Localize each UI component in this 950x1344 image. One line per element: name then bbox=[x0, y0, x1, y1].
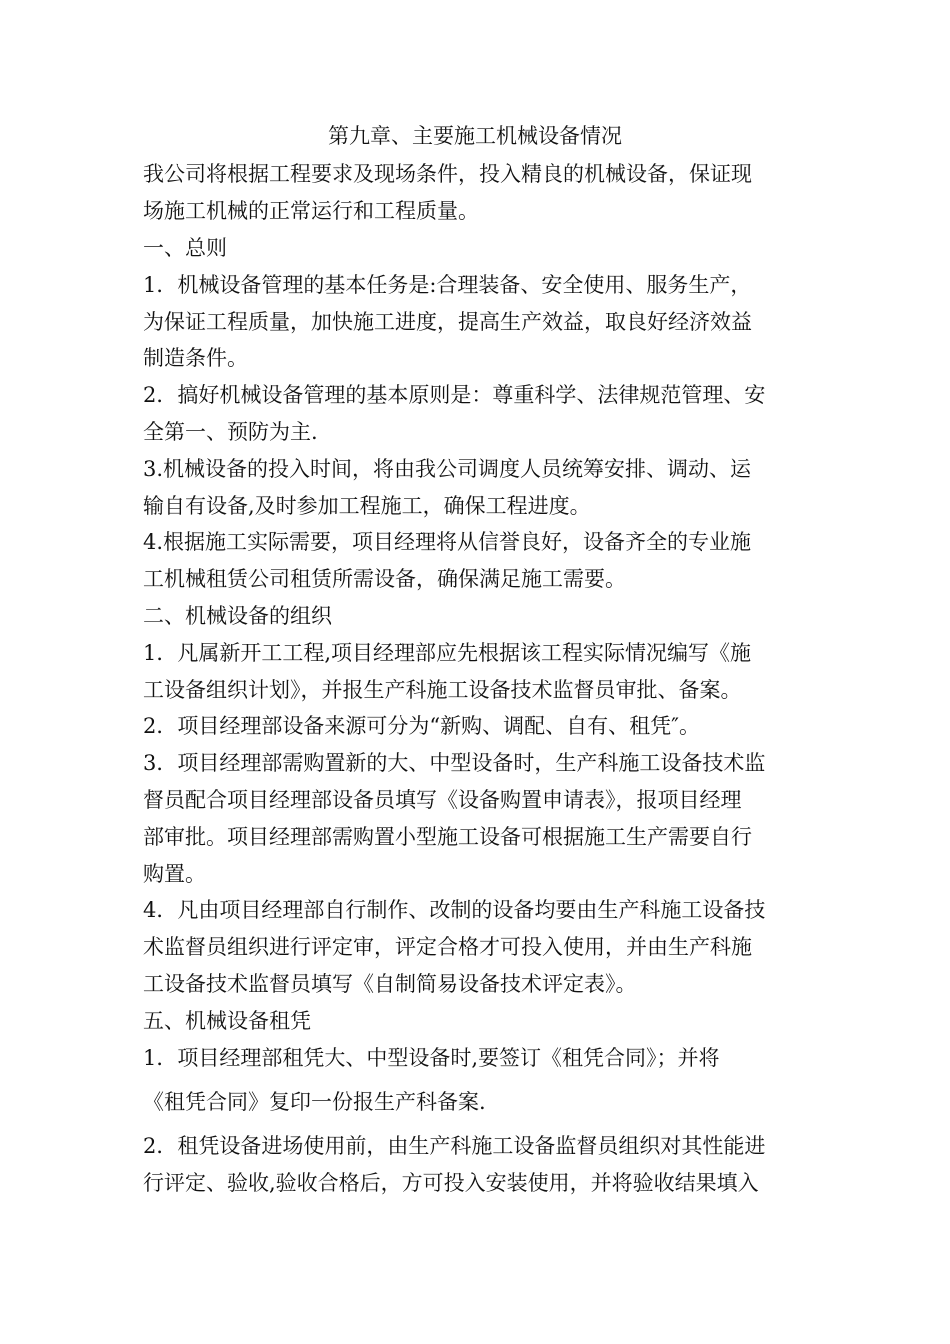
text-line: 为保证工程质量，加快施工进度，提高生产效益，取良好经济效益 bbox=[143, 310, 752, 334]
text-line: 3．项目经理部需购置新的大、中型设备时，生产科施工设备技术监 bbox=[143, 751, 766, 775]
text-line: 2．搞好机械设备管理的基本原则是：尊重科学、法律规范管理、安 bbox=[143, 383, 766, 407]
text-line: 工设备组织计划》，并报生产科施工设备技术监督员审批、备案。 bbox=[143, 678, 742, 702]
text-line: 4．凡由项目经理部自行制作、改制的设备均要由生产科施工设备技 bbox=[143, 898, 766, 922]
text-line: 《租凭合同》复印一份报生产科备案. bbox=[143, 1090, 486, 1114]
text-line: 输自有设备,及时参加工程施工，确保工程进度。 bbox=[143, 494, 591, 518]
section-heading: 二、机械设备的组织 bbox=[143, 604, 332, 628]
text-line: 工机械租赁公司租赁所需设备，确保满足施工需要。 bbox=[143, 567, 626, 591]
text-line: 1．机械设备管理的基本任务是:合理装备、安全使用、服务生产， bbox=[143, 273, 752, 297]
text-line: 2．租凭设备进场使用前，由生产科施工设备监督员组织对其性能进 bbox=[143, 1134, 766, 1158]
text-line: 督员配合项目经理部设备员填写《设备购置申请表》，报项目经理 bbox=[143, 788, 742, 812]
text-line: 全第一、预防为主. bbox=[143, 420, 318, 444]
text-line: 部审批。项目经理部需购置小型施工设备可根据施工生产需要自行 bbox=[143, 825, 752, 849]
text-line: 行评定、验收,验收合格后，方可投入安装使用，并将验收结果填入 bbox=[143, 1171, 759, 1195]
text-line: 我公司将根据工程要求及现场条件，投入精良的机械设备，保证现 bbox=[143, 162, 752, 186]
text-line: 工设备技术监督员填写《自制简易设备技术评定表》。 bbox=[143, 972, 637, 996]
text-line: 术监督员组织进行评定审，评定合格才可投入使用，并由生产科施 bbox=[143, 935, 752, 959]
text-line: 场施工机械的正常运行和工程质量。 bbox=[143, 199, 479, 223]
text-line: 1．凡属新开工工程,项目经理部应先根据该工程实际情况编写《施 bbox=[143, 641, 752, 665]
text-line: 制造条件。 bbox=[143, 346, 248, 370]
section-heading: 五、机械设备租凭 bbox=[143, 1009, 311, 1033]
text-line: 4.根据施工实际需要，项目经理将从信誉良好，设备齐全的专业施 bbox=[143, 530, 752, 554]
text-line: 购置。 bbox=[143, 862, 206, 886]
text-line: 2．项目经理部设备来源可分为“新购、调配、自有、租凭″。 bbox=[143, 714, 700, 738]
text-line: 1．项目经理部租凭大、中型设备时,要签订《租凭合同》；并将 bbox=[143, 1046, 720, 1070]
chapter-title: 第九章、主要施工机械设备情况 bbox=[328, 124, 622, 148]
section-heading: 一、总则 bbox=[143, 236, 227, 260]
text-line: 3.机械设备的投入时间，将由我公司调度人员统筹安排、调动、运 bbox=[143, 457, 752, 481]
